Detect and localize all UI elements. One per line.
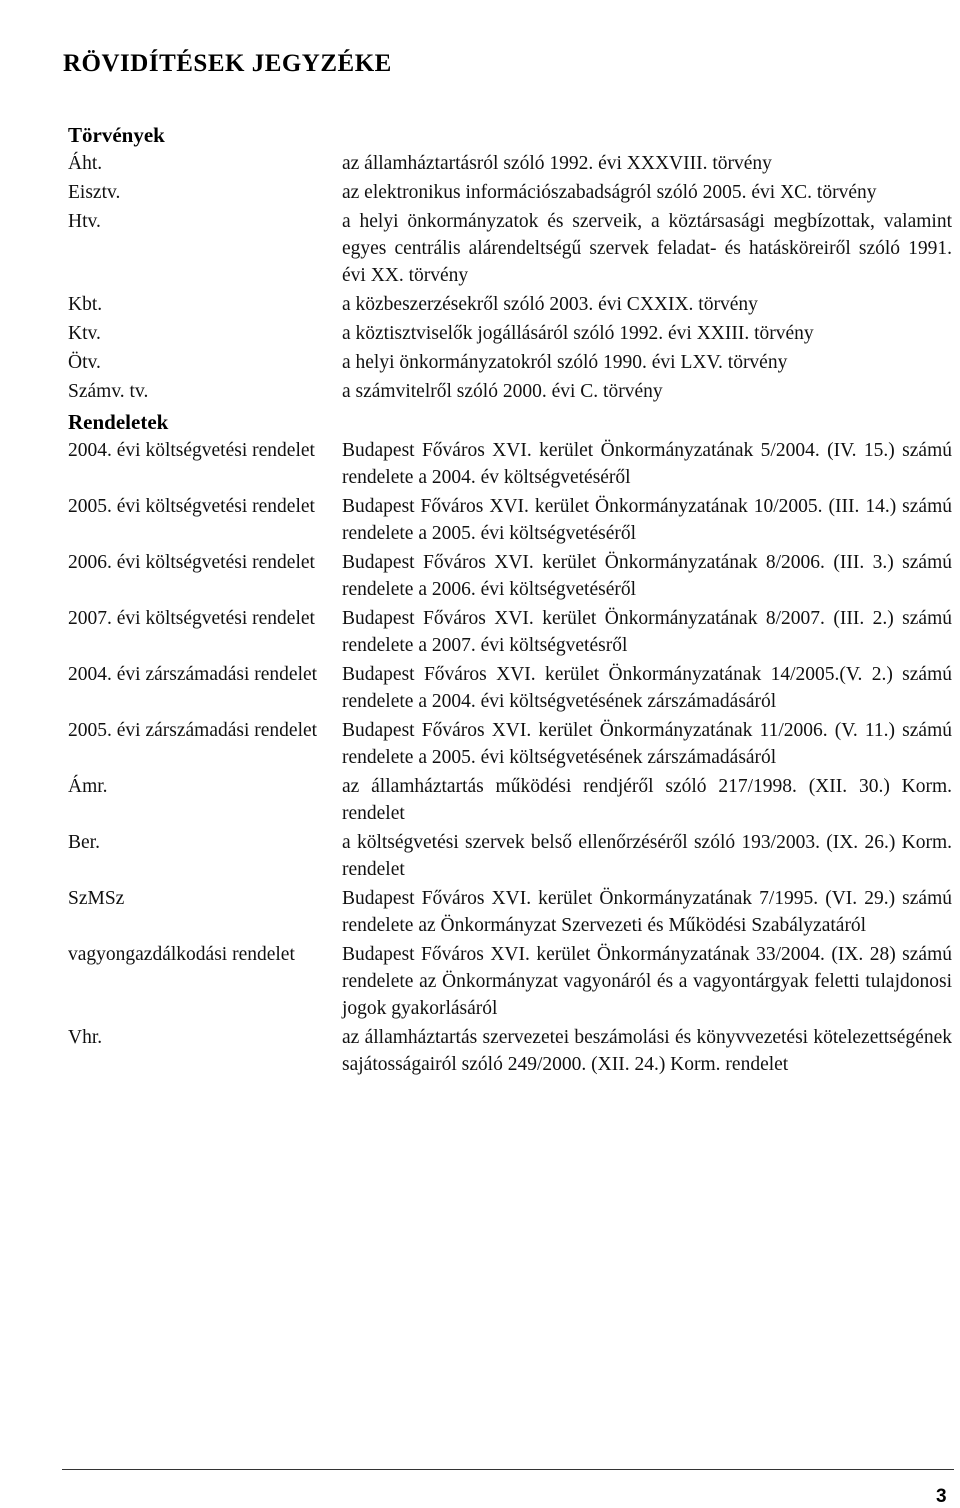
list-item bbox=[68, 437, 958, 491]
section-heading-decrees: Rendeletek bbox=[68, 410, 169, 434]
list-item bbox=[68, 549, 958, 603]
definition: Budapest Főváros XVI. kerület Önkormányzatának 7/1995. (VI. 29.) számú rendelete az Önkormányzat Szervezeti és Működési Szabályzatáról bbox=[342, 888, 952, 936]
abbreviation: 2006. évi költségvetési rendelet bbox=[68, 552, 315, 573]
abbreviation: Ktv. bbox=[68, 323, 101, 344]
list-item bbox=[68, 941, 958, 1022]
abbreviation: vagyongazdálkodási rendelet bbox=[68, 944, 295, 965]
abbreviation: Eisztv. bbox=[68, 182, 121, 203]
abbreviation: Számv. tv. bbox=[68, 381, 149, 402]
abbreviation: Ber. bbox=[68, 832, 100, 853]
list-item bbox=[68, 349, 958, 376]
abbreviation: Vhr. bbox=[68, 1027, 103, 1048]
definition: Budapest Főváros XVI. kerület Önkormányzatának 11/2006. (V. 11.) számú rendelete a 2005. évi költségvetésének zárszámadásáról bbox=[342, 720, 952, 768]
list-item bbox=[68, 829, 958, 883]
abbreviation: Htv. bbox=[68, 211, 101, 232]
definition: a számvitelről szóló 2000. évi C. törvény bbox=[342, 381, 663, 402]
definition: Budapest Főváros XVI. kerület Önkormányzatának 33/2004. (IX. 28) számú rendelete az Önkormányzat vagyonáról és a vagyontárgyak feletti tulajdonosi jogok gyakorlásáról bbox=[342, 944, 952, 1019]
list-item bbox=[68, 150, 958, 177]
definition: a köztisztviselők jogállásáról szóló 1992. évi XXIII. törvény bbox=[342, 323, 814, 344]
definition: a helyi önkormányzatok és szerveik, a köztársasági megbízottak, valamint egyes centrális alárendeltségű szervek feladat- és hatásköreiről szóló 1991. évi XX. törvény bbox=[342, 211, 952, 286]
definition: az elektronikus információszabadságról szóló 2005. évi XC. törvény bbox=[342, 182, 877, 203]
abbreviation: 2004. évi zárszámadási rendelet bbox=[68, 664, 318, 685]
definition: Budapest Főváros XVI. kerület Önkormányzatának 5/2004. (IV. 15.) számú rendelete a 2004. év költségvetéséről bbox=[342, 440, 952, 488]
abbreviation: 2005. évi zárszámadási rendelet bbox=[68, 720, 318, 741]
section-heading-laws: Törvények bbox=[68, 123, 165, 147]
definition: Budapest Főváros XVI. kerület Önkormányzatának 8/2006. (III. 3.) számú rendelete a 2006. évi költségvetéséről bbox=[342, 552, 952, 600]
definition: Budapest Főváros XVI. kerület Önkormányzatának 10/2005. (III. 14.) számú rendelete a 2005. évi költségvetéséről bbox=[342, 496, 952, 544]
abbreviation: 2005. évi költségvetési rendelet bbox=[68, 496, 315, 517]
definition: Budapest Főváros XVI. kerület Önkormányzatának 14/2005.(V. 2.) számú rendelete a 2004. évi költségvetésének zárszámadásáról bbox=[342, 664, 952, 712]
list-item bbox=[68, 605, 958, 659]
definition: az államháztartás szervezetei beszámolási és könyvvezetési kötelezettségének sajátosságairól szóló 249/2000. (XII. 24.) Korm. rendelet bbox=[342, 1027, 952, 1075]
list-item bbox=[68, 179, 958, 206]
list-item bbox=[68, 773, 958, 827]
list-item bbox=[68, 885, 958, 939]
list-item bbox=[68, 320, 958, 347]
list-item bbox=[68, 378, 958, 405]
abbreviation: 2004. évi költségvetési rendelet bbox=[68, 440, 315, 461]
list-item bbox=[68, 493, 958, 547]
definition: a közbeszerzésekről szóló 2003. évi CXXIX. törvény bbox=[342, 294, 758, 315]
list-item bbox=[68, 1024, 958, 1078]
list-item bbox=[68, 291, 958, 318]
abbreviation: Ámr. bbox=[68, 776, 108, 797]
definition: az államháztartásról szóló 1992. évi XXXVIII. törvény bbox=[342, 153, 772, 174]
abbreviation: SzMSz bbox=[68, 888, 125, 909]
list-item bbox=[68, 717, 958, 771]
page-number: 3 bbox=[936, 1486, 947, 1507]
abbreviation-list bbox=[68, 120, 958, 1080]
footer-divider bbox=[62, 1469, 954, 1470]
list-item bbox=[68, 661, 958, 715]
definition: Budapest Főváros XVI. kerület Önkormányzatának 8/2007. (III. 2.) számú rendelete a 2007. évi költségvetésről bbox=[342, 608, 952, 656]
abbreviation: Áht. bbox=[68, 153, 103, 174]
abbreviation: Ötv. bbox=[68, 352, 101, 373]
abbreviation: 2007. évi költségvetési rendelet bbox=[68, 608, 315, 629]
page-title: RÖVIDÍTÉSEK JEGYZÉKE bbox=[63, 50, 392, 77]
definition: a költségvetési szervek belső ellenőrzéséről szóló 193/2003. (IX. 26.) Korm. rendelet bbox=[342, 832, 952, 880]
list-item bbox=[68, 208, 958, 289]
abbreviation: Kbt. bbox=[68, 294, 103, 315]
definition: a helyi önkormányzatokról szóló 1990. évi LXV. törvény bbox=[342, 352, 788, 373]
definition: az államháztartás működési rendjéről szóló 217/1998. (XII. 30.) Korm. rendelet bbox=[342, 776, 952, 824]
